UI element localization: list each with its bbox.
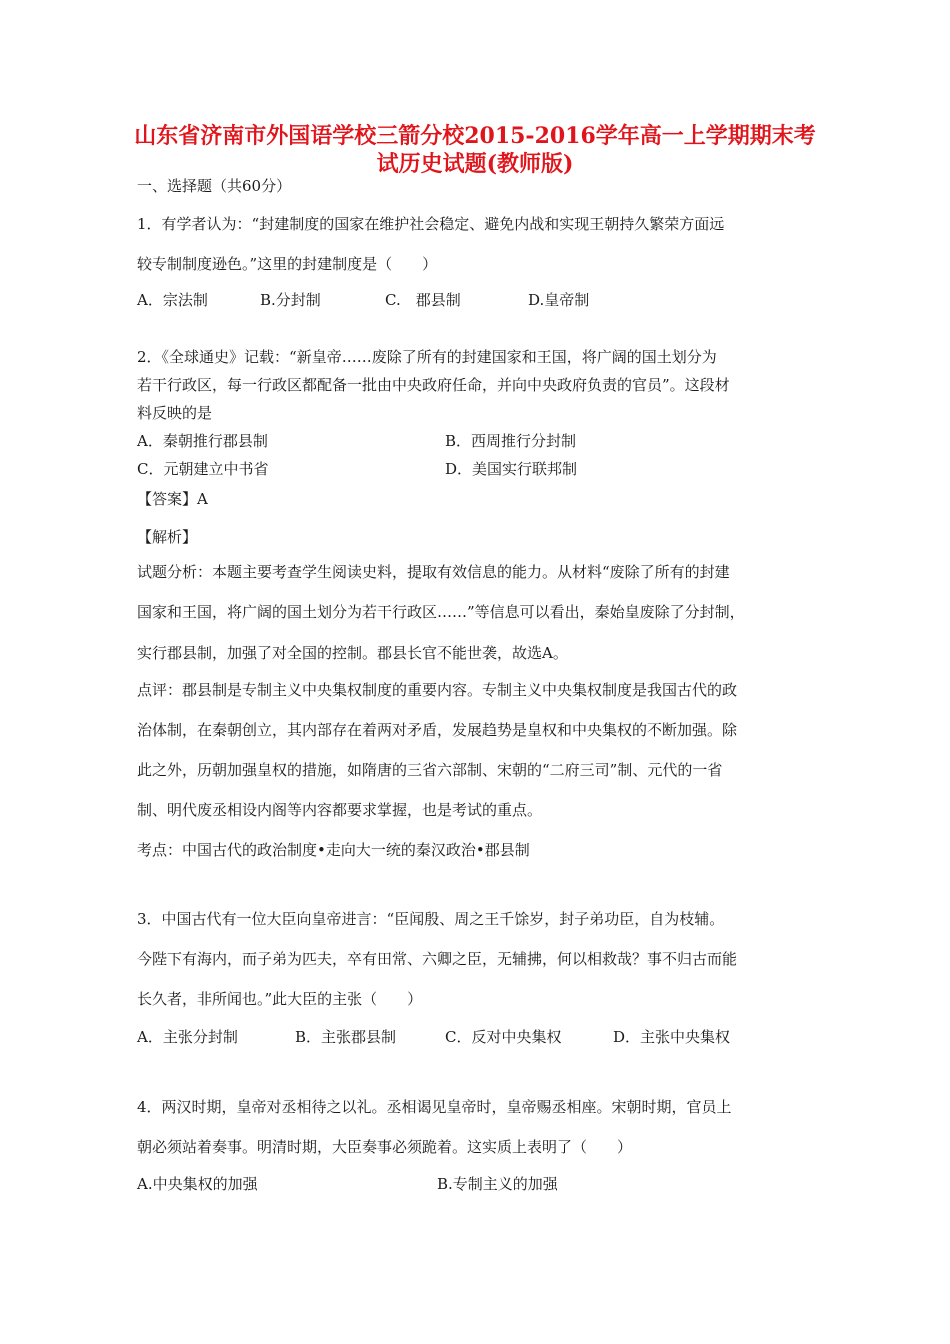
q3-line-1: 3．中国古代有一位大臣向皇帝进言：“臣闻殷、周之王千馀岁，封子弟功臣，自为枝辅。 [137,910,725,928]
q2-comment-line-2: 治体制，在秦朝创立，其内部存在着两对矛盾，发展趋势是皇权和中央集权的不断加强。除 [137,721,738,739]
q4-option-b: B.专制主义的加强 [437,1175,558,1193]
q2-option-d: D．美国实行联邦制 [445,460,578,478]
q4-line-2: 朝必须站着奏事。明清时期，大臣奏事必须跪着。这实质上表明了（ ） [137,1138,633,1156]
q3-option-d: D．主张中央集权 [613,1028,731,1046]
q2-comment-line-3: 此之外，历朝加强皇权的措施，如隋唐的三省六部制、宋朝的“二府三司”制、元代的一省 [137,761,723,779]
q1-option-c: C. 郡县制 [385,291,461,309]
q2-line-2: 若干行政区，每一行政区都配备一批由中央政府任命，并向中央政府负责的官员”。这段材 [137,376,730,394]
q2-kaodian: 考点：中国古代的政治制度•走向大一统的秦汉政治•郡县制 [137,841,530,859]
q2-comment-line-4: 制、明代废丞相设内阁等内容都要求掌握，也是考试的重点。 [137,801,543,819]
q2-line-3: 料反映的是 [137,404,213,422]
q3-line-3: 长久者，非所闻也。”此大臣的主张（ ） [137,990,423,1008]
document-title-line-2: 试历史试题(教师版) [376,151,574,177]
document-title-line-1: 山东省济南市外国语学校三箭分校2015-2016学年高一上学期期末考 [134,123,816,149]
q2-option-a: A．秦朝推行郡县制 [137,432,268,450]
section-heading: 一、选择题（共60分） [137,177,292,195]
q1-line-1: 1．有学者认为：“封建制度的国家在维护社会稳定、避免内战和实现王朝持久繁荣方面远 [137,215,725,233]
q4-line-1: 4．两汉时期，皇帝对丞相待之以礼。丞相谒见皇帝时，皇帝赐丞相座。宋朝时期，官员上 [137,1098,732,1116]
q2-answer: 【答案】A [137,490,208,508]
q2-comment-line-1: 点评：郡县制是专制主义中央集权制度的重要内容。专制主义中央集权制度是我国古代的政 [137,681,738,699]
q3-option-c: C．反对中央集权 [445,1028,562,1046]
q1-line-2: 较专制制度逊色。”这里的封建制度是（ ） [137,255,438,273]
q2-analysis-heading: 【解析】 [137,528,198,546]
q3-option-a: A．主张分封制 [137,1028,238,1046]
q2-analysis-line-1: 试题分析：本题主要考查学生阅读史料，提取有效信息的能力。从材料“废除了所有的封建 [137,563,730,581]
q1-option-a: A．宗法制 [137,291,208,309]
q2-option-c: C．元朝建立中书省 [137,460,269,478]
q1-option-d: D.皇帝制 [528,291,590,309]
q2-analysis-line-3: 实行郡县制，加强了对全国的控制。郡县长官不能世袭，故选A。 [137,644,568,662]
q4-option-a: A.中央集权的加强 [137,1175,258,1193]
q2-line-1: 2．《全球通史》记载：“新皇帝……废除了所有的封建国家和王国，将广阔的国土划分为 [137,348,717,366]
q2-analysis-line-2: 国家和王国，将广阔的国土划分为若干行政区……”等信息可以看出，秦始皇废除了分封制， [137,603,745,621]
q3-option-b: B．主张郡县制 [295,1028,397,1046]
q1-option-b: B.分封制 [260,291,321,309]
q3-line-2: 今陛下有海内，而子弟为匹夫，卒有田常、六卿之臣，无辅拂，何以相救哉？事不归古而能 [137,950,738,968]
q2-option-b: B．西周推行分封制 [445,432,577,450]
